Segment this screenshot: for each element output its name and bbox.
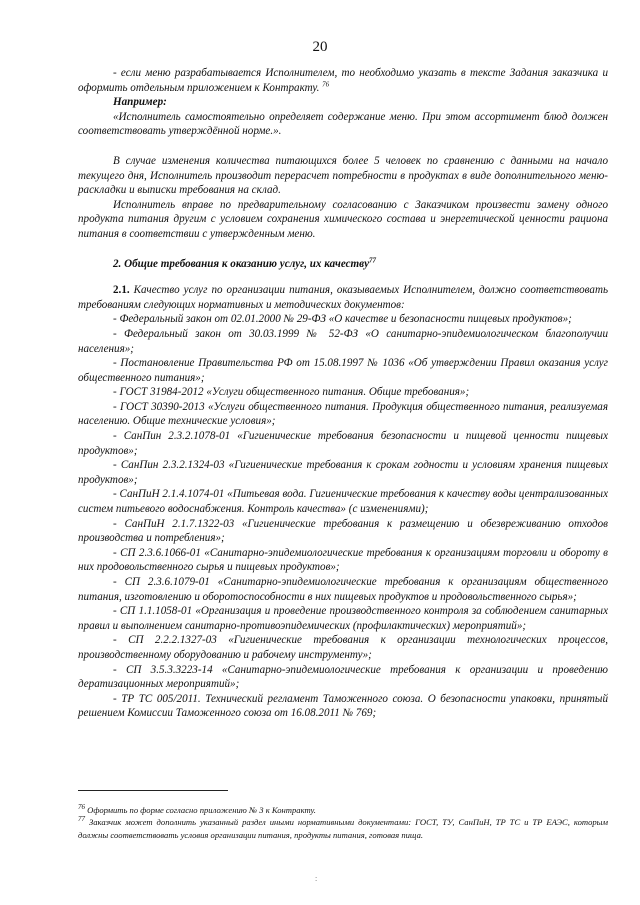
- example-label: Например:: [113, 96, 167, 109]
- spacer: [78, 271, 608, 283]
- footnote-76: [78, 804, 608, 816]
- clause-paragraph: [78, 283, 608, 312]
- list-item: - СП 3.5.3.3223-14 «Санитарно-эпидемиологические требования к организации и проведению дератизационных мероприятий»;: [78, 663, 608, 691]
- list-item: - СанПин 2.3.2.1324-03 «Гигиенические требования к срокам годности и условиям хранения пищевых продуктов»;: [78, 459, 608, 486]
- page-mark: :: [315, 874, 318, 883]
- list-item: - ГОСТ 30390-2013 «Услуги общественного питания. Продукция общественного питания, реализуемая населению. Общие технические условия»;: [78, 400, 608, 428]
- footnote-text: Оформить по форме согласно приложению № 3 к Контракту.: [87, 805, 316, 815]
- footnote-mark: 77: [78, 815, 85, 824]
- list-item: - Федеральный закон от 02.01.2000 № 29-ФЗ «О качестве и безопасности пищевых продуктов»;: [113, 313, 572, 326]
- document-body: [78, 66, 608, 721]
- spacer: [78, 242, 608, 257]
- footnote-separator: [78, 790, 228, 791]
- list-item: - Федеральный закон от 30.03.1999 № 52-ФЗ «О санитарно-эпидемиологическом благополучии населения»;: [78, 327, 608, 355]
- replace-paragraph: Исполнитель вправе по предварительному согласованию с Заказчиком произвести замену одного продукта питания другим с условием сохранения химического состава и энергетической ценности рациона питания в соответствии с утвержденным меню.: [78, 198, 608, 240]
- list-item: - СанПиН 2.1.7.1322-03 «Гигиенические требования к размещению и обезвреживанию отходов производства и потребления»;: [78, 517, 608, 545]
- list-item: - СанПин 2.3.2.1078-01 «Гигиенические требования безопасности и пищевой ценности пищевых продуктов»;: [78, 430, 608, 457]
- list-item: - Постановление Правительства РФ от 15.08.1997 № 1036 «Об утверждении Правил оказания услуг общественного питания»;: [78, 357, 608, 384]
- example-text: «Исполнитель самостоятельно определяет содержание меню. При этом ассортимент блюд должен соответствовать утверждённой норме.».: [78, 110, 608, 138]
- footnote-ref-77[interactable]: 77: [369, 255, 377, 264]
- list-item: - СП 2.2.2.1327-03 «Гигиенические требования к организации технологических процессов, производственному оборудованию и рабочему инструменту»;: [78, 634, 608, 661]
- footnote-77: [78, 816, 608, 841]
- list-item: - СанПиН 2.1.4.1074-01 «Питьевая вода. Гигиенические требования к качеству воды централизованных систем питьевого водоснабжения. Контроль качества» (с изменениями);: [78, 488, 608, 516]
- spacer: [78, 139, 608, 154]
- footnotes: [78, 804, 608, 841]
- footnote-mark: 76: [78, 803, 85, 812]
- footnote-text: Заказчик может дополнить указанный раздел иными нормативными документами: ГОСТ, ТУ, СанПиН, ТР ТС и ТР ЕАЭС, которым должны соответствовать условия организации питания, продукты питания, готовая пища.: [78, 817, 608, 840]
- list-item: - СП 2.3.6.1066-01 «Санитарно-эпидемиологические требования к организациям торговли и обороту в них продовольственного сырья и пищевых продуктов»;: [78, 546, 608, 574]
- menu-note-paragraph: [78, 66, 608, 95]
- clause-text: Качество услуг по организации питания, оказываемых Исполнителем, должно соответствовать требованиям следующих нормативных и методических документов:: [78, 284, 608, 311]
- footnote-ref-76[interactable]: 76: [322, 79, 330, 88]
- section-heading-text: 2. Общие требования к оказанию услуг, их качеству: [113, 257, 370, 270]
- page-number: 20: [312, 39, 328, 55]
- section-heading: [78, 257, 608, 272]
- menu-note-text: - если меню разрабатывается Исполнителем, то необходимо указать в тексте Задания заказчика и оформить отдельным приложением к Контракту.: [78, 67, 608, 94]
- clause-number: 2.1.: [113, 284, 130, 297]
- list-item: - ГОСТ 31984-2012 «Услуги общественного питания. Общие требования»;: [113, 386, 470, 399]
- normative-list: [78, 312, 608, 721]
- list-item: - ТР ТС 005/2011. Технический регламент Таможенного союза. О безопасности упаковки, принятый решением Комиссии Таможенного союза от 16.08.2011 № 769;: [78, 692, 608, 720]
- list-item: - СП 2.3.6.1079-01 «Санитарно-эпидемиологические требования к организациям общественного питания, изготовлению и оборотоспособности в них пищевых продуктов и продовольственного сырья»;: [78, 576, 608, 603]
- change-paragraph: В случае изменения количества питающихся более 5 человек по сравнению с данными на начало текущего дня, Исполнитель производит перерасчет потребности в продуктах в виде дополнительного меню-раскладки и выписки требования на склад.: [78, 154, 608, 197]
- list-item: - СП 1.1.1058-01 «Организация и проведение производственного контроля за соблюдением санитарных правил и выполнением санитарно-противоэпидемических (профилактических) мероприятий»;: [78, 605, 608, 632]
